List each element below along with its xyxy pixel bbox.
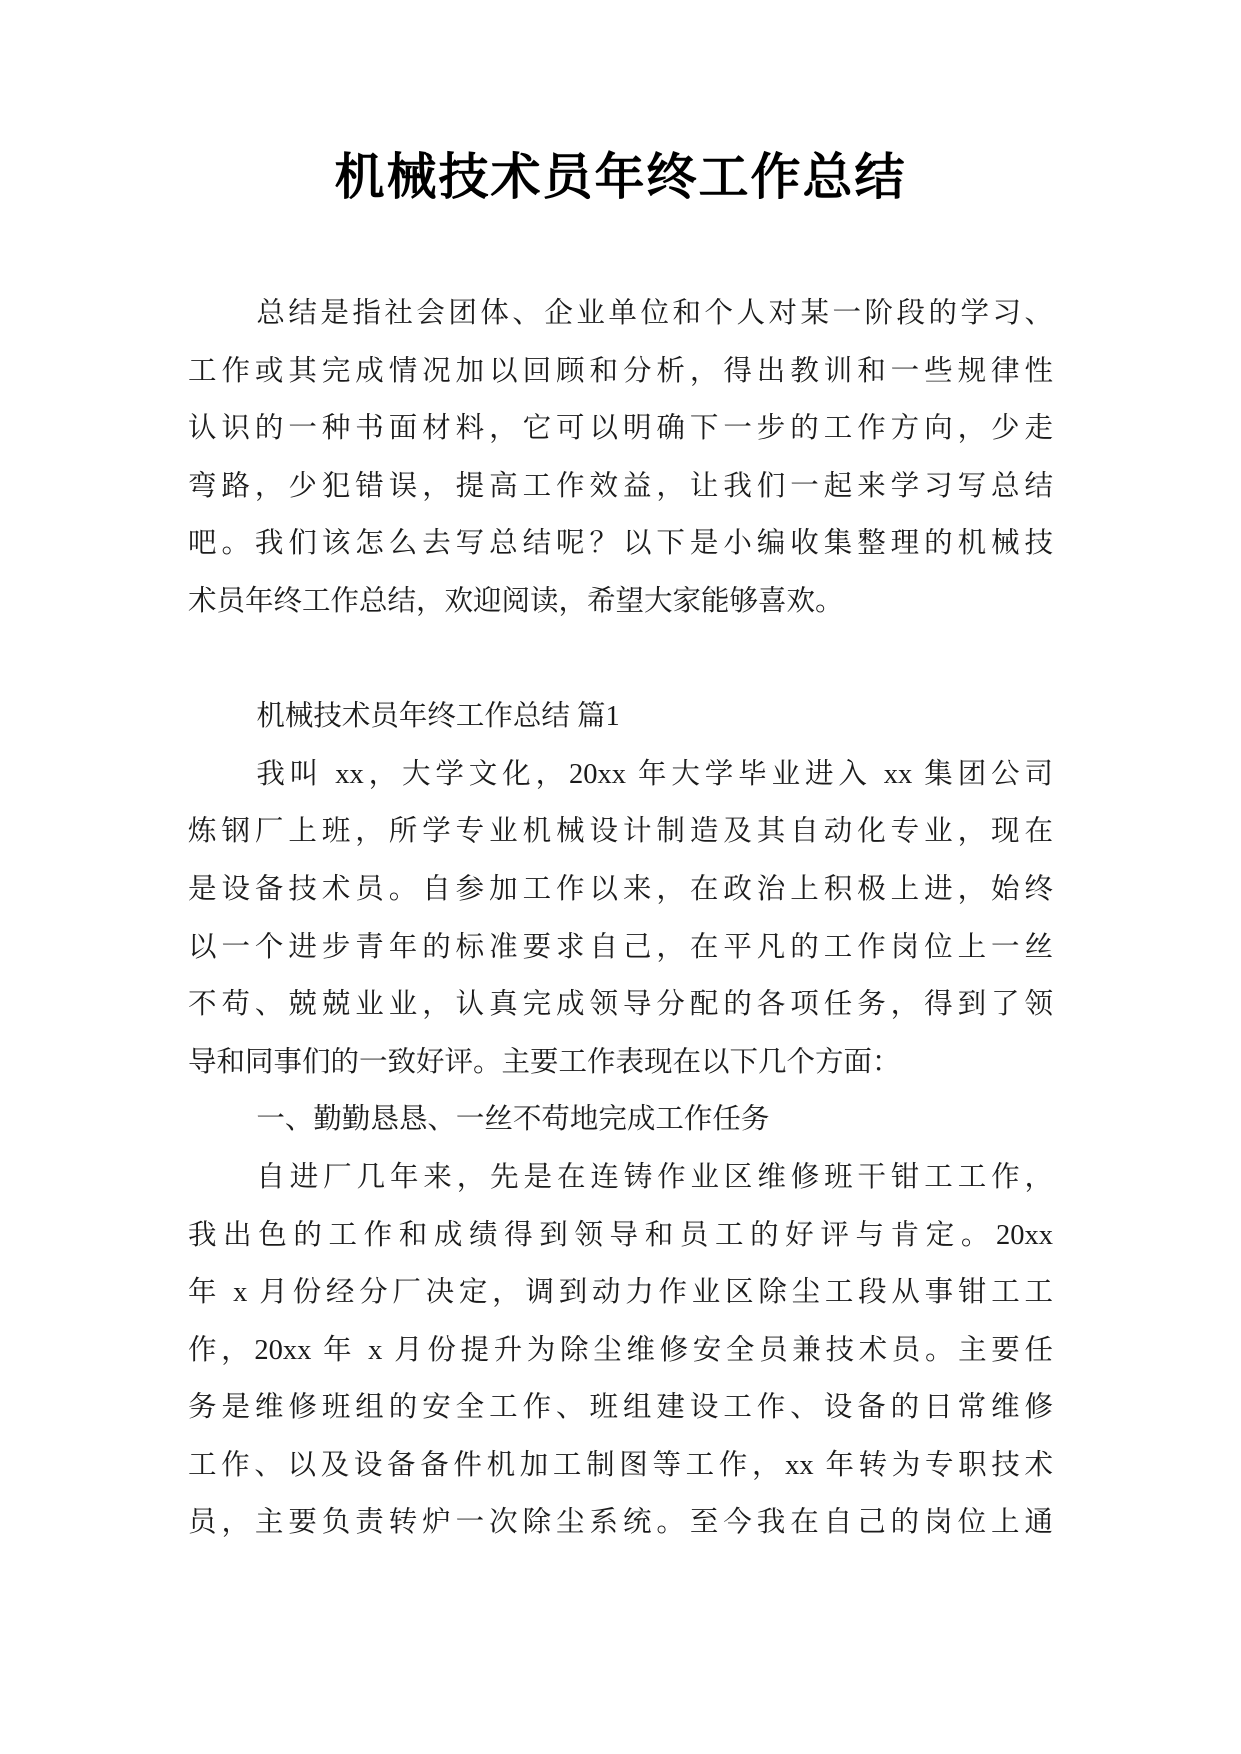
blank-line	[188, 631, 1053, 689]
paragraph-line: 我出色的工作和成绩得到领导和员工的好评与肯定。20xx	[188, 1219, 1053, 1251]
paragraph-line: 工作、以及设备备件机加工制图等工作，xx 年转为专职技术	[188, 1449, 1053, 1481]
section-heading-line: 机械技术员年终工作总结 篇1	[256, 701, 620, 733]
paragraph-line: 弯路，少犯错误，提高工作效益，让我们一起来学习写总结	[188, 470, 1053, 502]
paragraph-line: 认识的一种书面材料，它可以明确下一步的工作方向，少走	[188, 413, 1053, 445]
paragraph-line: 不苟、兢兢业业，认真完成领导分配的各项任务，得到了领	[188, 989, 1053, 1021]
paragraph-line: 年 x 月份经分厂决定，调到动力作业区除尘工段从事钳工工	[188, 1277, 1053, 1309]
document-body	[188, 285, 1053, 1552]
document-title: 机械技术员年终工作总结	[334, 149, 907, 205]
paragraph-line: 导和同事们的一致好评。主要工作表现在以下几个方面：	[188, 1046, 901, 1078]
paragraph-line: 以一个进步青年的标准要求自己，在平凡的工作岗位上一丝	[188, 931, 1053, 963]
paragraph-line: 工作或其完成情况加以回顾和分析，得出教训和一些规律性	[188, 355, 1053, 387]
paragraph-line: 是设备技术员。自参加工作以来，在政治上积极上进，始终	[188, 873, 1053, 905]
paragraph-line: 炼钢厂上班，所学专业机械设计制造及其自动化专业，现在	[188, 816, 1053, 848]
paragraph-line: 吧。我们该怎么去写总结呢？以下是小编收集整理的机械技	[188, 528, 1053, 560]
paragraph-line: 作，20xx 年 x 月份提升为除尘维修安全员兼技术员。主要任	[188, 1334, 1053, 1366]
paragraph-line: 我叫 xx，大学文化，20xx 年大学毕业进入 xx 集团公司	[256, 758, 1053, 790]
paragraph-line: 自进厂几年来，先是在连铸作业区维修班干钳工工作，	[256, 1161, 1053, 1193]
paragraph-line: 务是维修班组的安全工作、班组建设工作、设备的日常维修	[188, 1392, 1053, 1424]
paragraph-line: 术员年终工作总结，欢迎阅读，希望大家能够喜欢。	[188, 585, 844, 617]
paragraph-line: 总结是指社会团体、企业单位和个人对某一阶段的学习、	[256, 298, 1053, 329]
subheading-line: 一、勤勤恳恳、一丝不苟地完成工作任务	[256, 1104, 770, 1136]
paragraph-line: 员，主要负责转炉一次除尘系统。至今我在自己的岗位上通	[188, 1507, 1053, 1539]
